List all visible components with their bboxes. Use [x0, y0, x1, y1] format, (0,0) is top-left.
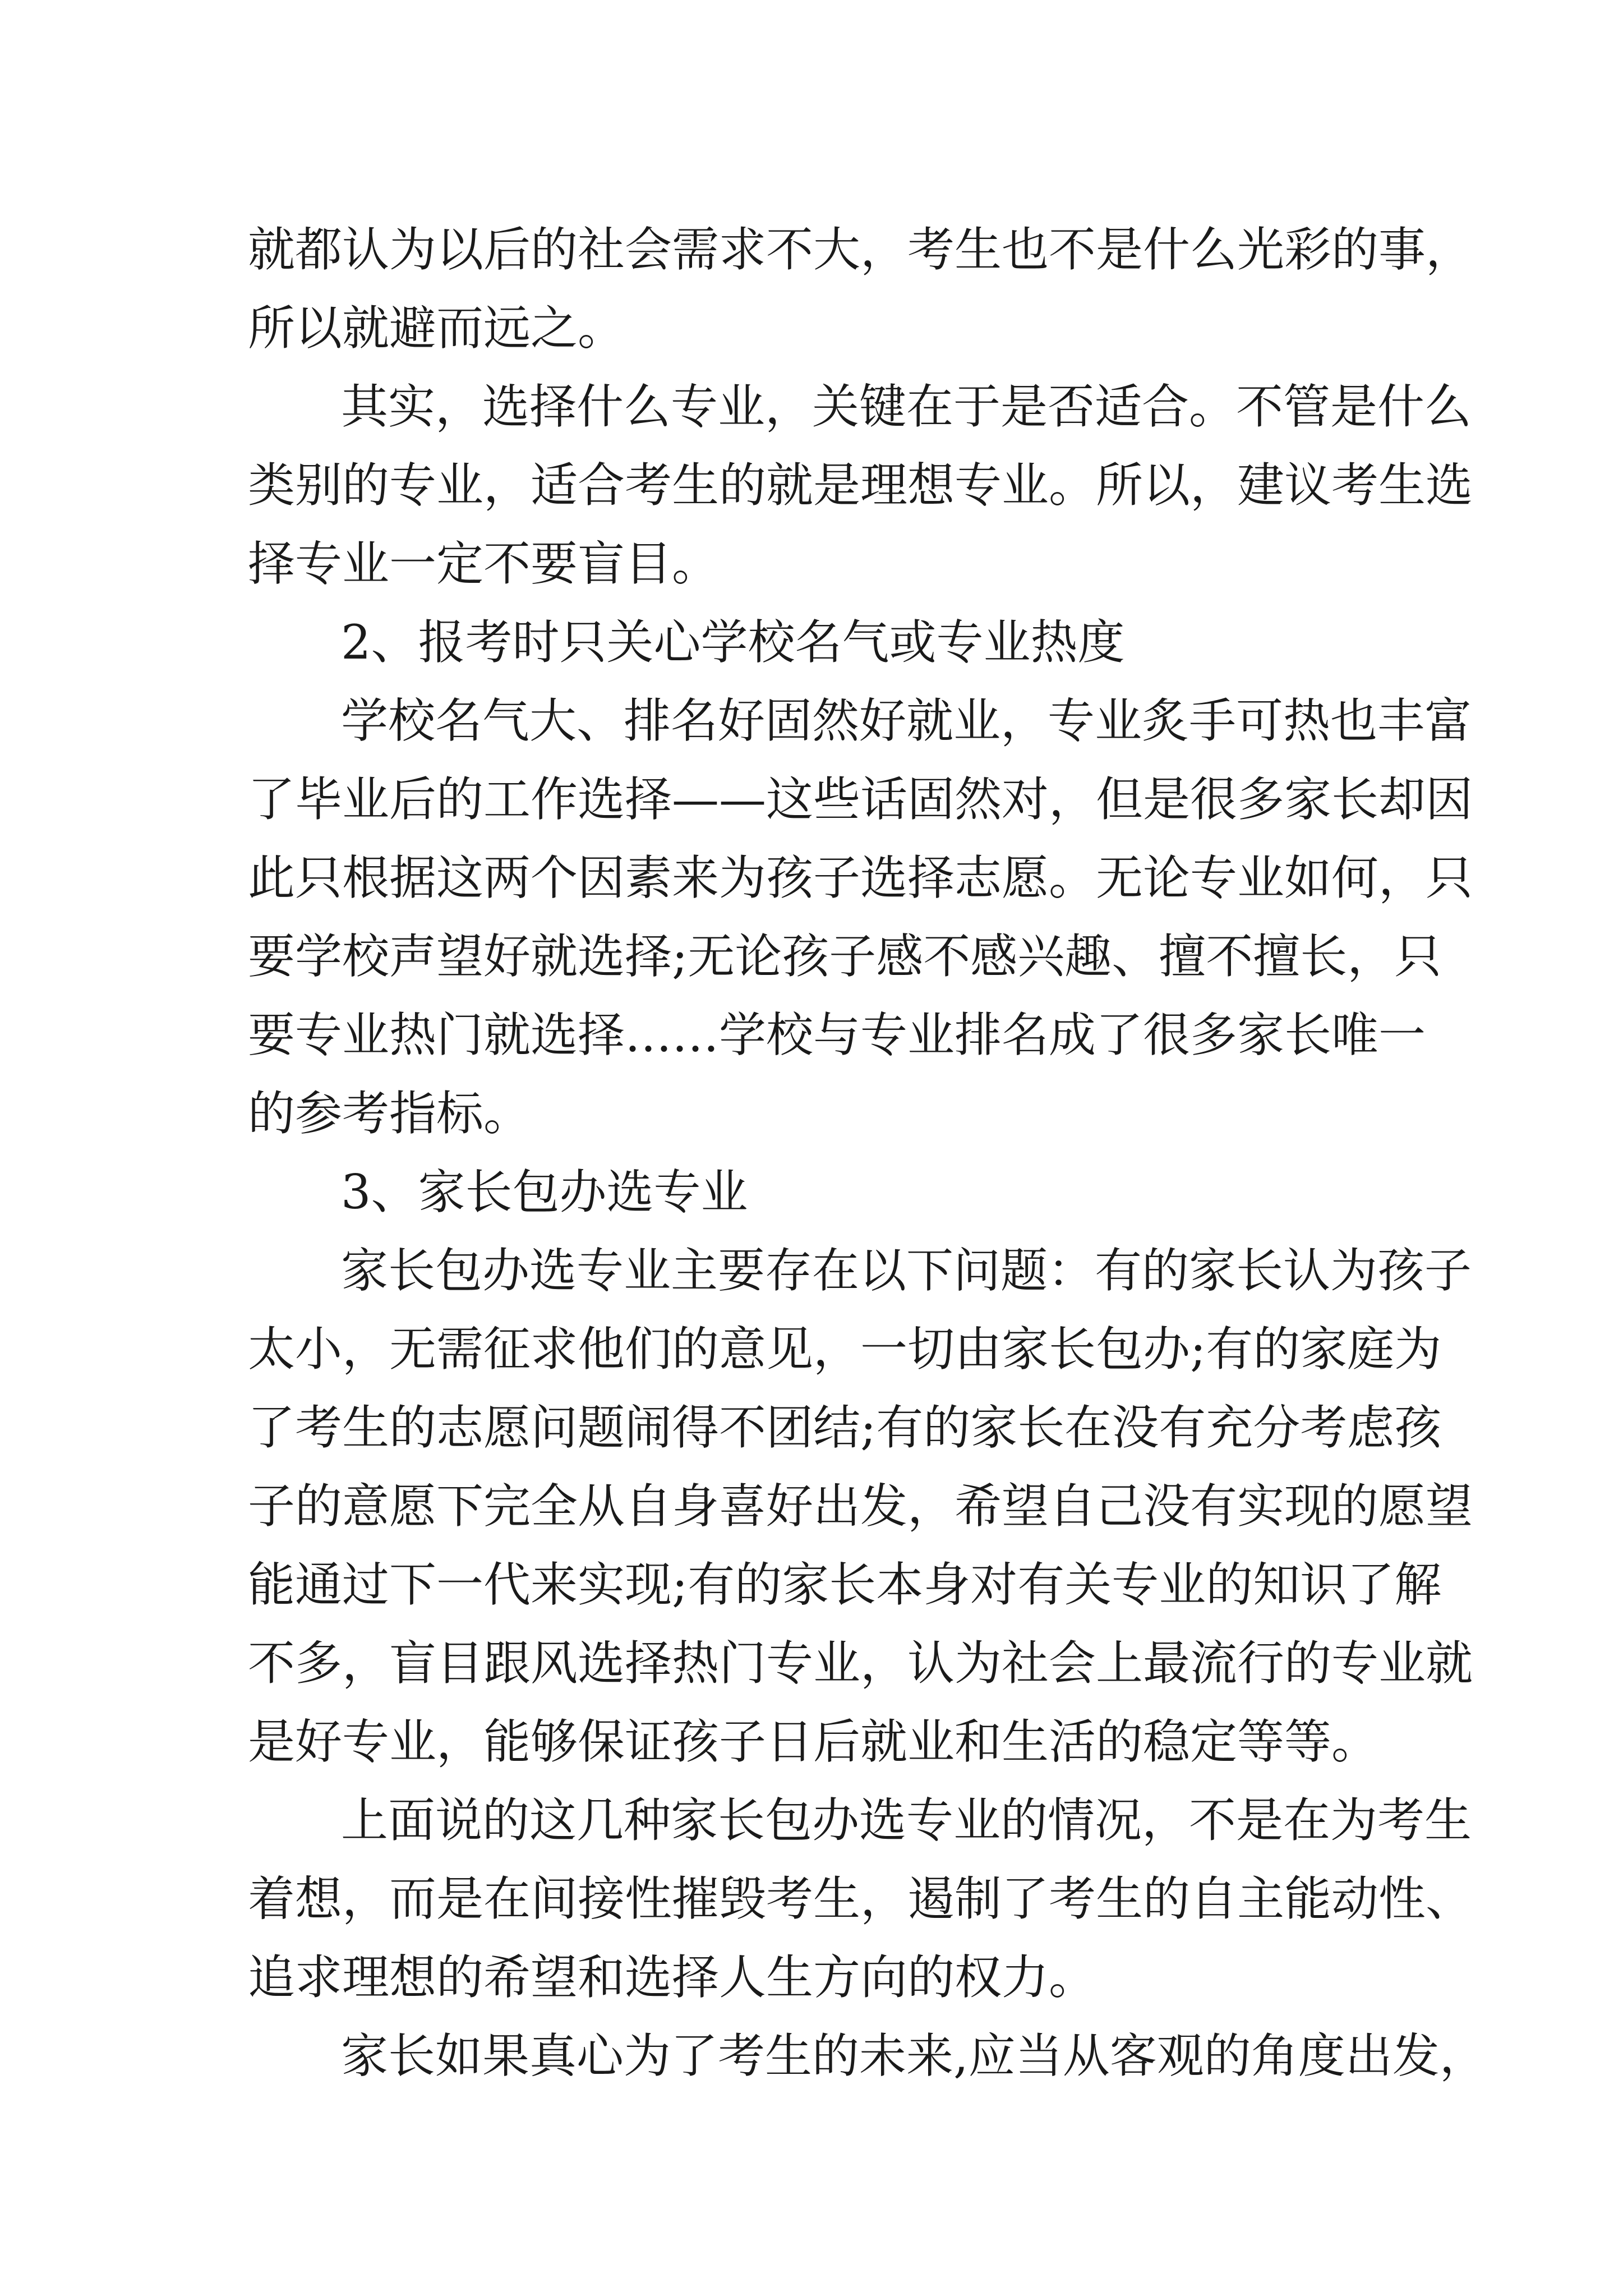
text-line: 能通过下一代来实现;有的家长本身对有关专业的知识了解	[248, 1557, 1442, 1612]
section-heading: 3、家长包办选专业	[341, 1165, 748, 1220]
text-line: 要学校声望好就选择;无论孩子感不感兴趣、擅不擅长，只	[248, 929, 1442, 984]
section-heading: 2、报考时只关心学校名气或专业热度	[341, 615, 1125, 670]
text-line: 类别的专业，适合考生的就是理想专业。所以，建议考生选	[248, 458, 1473, 513]
text-line: 着想，而是在间接性摧毁考生，遏制了考生的自主能动性、	[248, 1871, 1473, 1926]
text-line: 的参考指标。	[248, 1086, 531, 1141]
text-line: 不多，盲目跟风选择热门专业，认为社会上最流行的专业就	[248, 1636, 1473, 1691]
text-line: 上面说的这几种家长包办选专业的情况，不是在为考生	[341, 1793, 1472, 1848]
text-line: 追求理想的希望和选择人生方向的权力。	[248, 1950, 1096, 2005]
text-line: 要专业热门就选择……学校与专业排名成了很多家长唯一	[248, 1007, 1426, 1062]
text-line: 此只根据这两个因素来为孩子选择志愿。无论专业如何，只	[248, 850, 1473, 905]
text-line: 子的意愿下完全从自身喜好出发，希望自己没有实现的愿望	[248, 1479, 1473, 1534]
text-line: 家长包办选专业主要存在以下问题：有的家长认为孩子	[341, 1243, 1472, 1298]
text-line: 了考生的志愿问题闹得不团结;有的家长在没有充分考虑孩	[248, 1400, 1442, 1455]
text-line: 其实，选择什么专业，关键在于是否适合。不管是什么	[341, 379, 1472, 434]
text-line: 就都认为以后的社会需求不大，考生也不是什么光彩的事，	[248, 222, 1473, 277]
text-line: 学校名气大、排名好固然好就业，专业炙手可热也丰富	[341, 693, 1472, 748]
text-line: 所以就避而远之。	[248, 301, 625, 356]
text-line: 是好专业，能够保证孩子日后就业和生活的稳定等等。	[248, 1714, 1379, 1769]
text-line: 家长如果真心为了考生的未来,应当从客观的角度出发，	[341, 2028, 1487, 2083]
text-line: 了毕业后的工作选择——这些话固然对，但是很多家长却因	[248, 772, 1473, 827]
text-line: 择专业一定不要盲目。	[248, 536, 720, 591]
text-line: 太小，无需征求他们的意见，一切由家长包办;有的家庭为	[248, 1322, 1442, 1377]
